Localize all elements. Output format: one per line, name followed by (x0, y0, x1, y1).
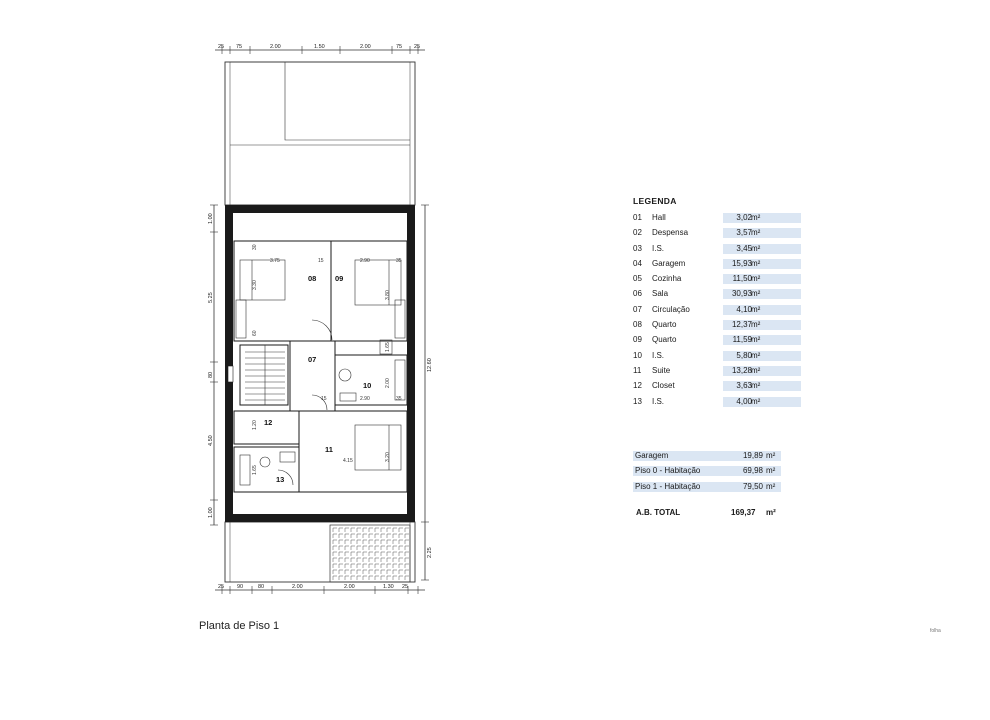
legend-num: 05 (633, 274, 642, 284)
dim-bottom-2: 80 (258, 584, 265, 590)
legend-name: I.S. (652, 243, 665, 253)
summary-area: 69,98 (742, 466, 763, 476)
dim-left-4: 1.00 (208, 507, 214, 518)
legend-name: Garagem (652, 258, 686, 268)
dim-bottom-5: 1.30 (383, 584, 394, 590)
legend-num: 10 (633, 350, 642, 360)
summary-unit: m² (766, 451, 776, 460)
room-label-11: 11 (325, 445, 333, 454)
dim-bottom-4: 2.00 (344, 584, 355, 590)
legend-unit: m² (751, 365, 761, 375)
interior-dim: 4.15 (343, 458, 353, 464)
interior-dim: 35 (396, 396, 402, 402)
summary-unit: m² (766, 481, 776, 491)
legend-area: 5,80 (736, 350, 752, 360)
legend-unit: m² (751, 243, 761, 253)
legend-area: 3,63 (736, 381, 752, 391)
dim-bottom-0: 25 (218, 584, 225, 590)
legend-unit: m² (751, 350, 761, 360)
interior-dim: 3.80 (385, 290, 391, 300)
legend-unit: m² (751, 396, 761, 406)
legend-row (633, 319, 783, 331)
legend-area: 4,10 (736, 304, 752, 314)
interior-dim: 2.00 (385, 378, 391, 388)
area-summary (633, 450, 783, 496)
legend-num: 01 (633, 213, 642, 222)
legend-band (723, 244, 801, 254)
page-mark: folha (930, 628, 941, 634)
legend-num: 08 (633, 320, 642, 330)
legend-area: 11,59 (732, 335, 752, 345)
interior-walls (234, 241, 407, 492)
interior-dim: 30 (252, 244, 258, 250)
legend-unit: m² (751, 289, 761, 299)
legend-name: Quarto (652, 320, 677, 330)
legend-area: 3,02 (736, 213, 752, 222)
total-label: A.B. TOTAL (636, 508, 681, 517)
total-value: 169,37 (731, 508, 756, 517)
legend-num: 13 (633, 396, 642, 406)
legend-unit: m² (751, 258, 761, 268)
interior-dim: 3.75 (270, 258, 280, 264)
legend-unit: m² (751, 274, 761, 284)
legend-row (633, 212, 783, 224)
summary-name: Piso 0 - Habitação (635, 466, 701, 476)
dim-left-1: 5.25 (208, 292, 214, 303)
dim-top-0: 25 (218, 44, 225, 50)
dim-top-3: 1.50 (314, 44, 325, 50)
legend-row (633, 396, 783, 408)
legend-name: I.S. (652, 396, 665, 406)
legend-unit: m² (751, 335, 761, 345)
legend-area: 12,37 (731, 320, 752, 330)
legend-name: Quarto (652, 335, 677, 345)
legend-area: 30,93 (731, 289, 752, 299)
dim-top-1: 75 (236, 44, 243, 50)
summary-unit: m² (766, 466, 776, 476)
summary-name: Piso 1 - Habitação (635, 481, 701, 491)
room-label-07: 07 (308, 355, 317, 364)
legend-row (633, 365, 783, 377)
legend-unit: m² (751, 320, 761, 330)
dim-top-5: 75 (396, 44, 403, 50)
legend-area: 3,45 (736, 243, 752, 253)
legend-num: 03 (633, 243, 642, 253)
dim-bottom-6: 25 (402, 584, 409, 590)
summary-name: Garagem (635, 451, 669, 460)
dim-left-2: 80 (208, 371, 214, 378)
legend-unit: m² (751, 304, 761, 314)
summary-area: 79,50 (742, 481, 763, 491)
legend-band (723, 397, 801, 407)
total-unit: m² (766, 508, 776, 517)
legend-num: 06 (633, 289, 642, 299)
legend-area: 3,57 (736, 228, 752, 238)
legend-name: Cozinha (652, 274, 682, 284)
furniture (236, 260, 405, 485)
interior-dim: 2.90 (360, 396, 370, 402)
interior-dim: 60 (252, 330, 258, 336)
legend-name: Circulação (652, 304, 690, 314)
interior-dim: 3.30 (252, 280, 258, 290)
legend-row (633, 334, 783, 346)
legend-band (723, 228, 801, 238)
legend-row (633, 258, 783, 270)
legend-band (723, 351, 801, 361)
legend-name: Suite (652, 365, 671, 375)
interior-dim: 2.90 (360, 258, 370, 264)
legend-row (633, 350, 783, 362)
summary-area: 19,89 (742, 451, 763, 460)
dim-top-2: 2.00 (270, 44, 281, 50)
dim-bottom-3: 2.00 (292, 584, 303, 590)
legend-row (633, 288, 783, 300)
legend-band (723, 305, 801, 315)
legend-num: 07 (633, 304, 642, 314)
dim-top-6: 25 (414, 44, 421, 50)
legend-row (633, 273, 783, 285)
summary-row (633, 481, 783, 493)
legend-num: 09 (633, 335, 642, 345)
plan-title: Planta de Piso 1 (199, 620, 280, 632)
interior-dim: 35 (396, 258, 402, 264)
legend-area: 15,93 (731, 258, 752, 268)
legend-num: 04 (633, 258, 642, 268)
legend (633, 196, 783, 411)
interior-dim: 15 (318, 258, 324, 264)
legend-row (633, 304, 783, 316)
legend-band (723, 213, 801, 223)
interior-dim: 15 (321, 396, 327, 402)
dim-left-0: 1.00 (208, 213, 214, 224)
staircase (228, 345, 285, 405)
room-label-08: 08 (308, 274, 317, 283)
legend-area: 4,00 (736, 396, 752, 406)
legend-row (633, 227, 783, 239)
summary-row (633, 450, 783, 462)
legend-row (633, 243, 783, 255)
legend-area: 13,28 (731, 365, 752, 375)
legend-unit: m² (751, 381, 761, 391)
deck-hatch (330, 525, 410, 582)
legend-name: Closet (652, 381, 675, 391)
legend-title: LEGENDA (633, 196, 677, 206)
legend-name: Hall (652, 213, 666, 222)
legend-num: 12 (633, 381, 642, 391)
front-yard (225, 62, 415, 205)
legend-name: Despensa (652, 228, 689, 238)
legend-unit: m² (751, 228, 761, 238)
legend-num: 02 (633, 228, 642, 238)
legend-name: I.S. (652, 350, 665, 360)
legend-num: 11 (633, 365, 642, 375)
dim-left-3: 4.50 (208, 435, 214, 446)
room-label-13: 13 (276, 475, 285, 484)
room-label-10: 10 (363, 381, 372, 390)
rear-yard (225, 522, 415, 582)
legend-band (723, 381, 801, 391)
interior-dim: 1.20 (252, 420, 258, 430)
dim-top-4: 2.00 (360, 44, 371, 50)
legend-area: 11,50 (732, 274, 752, 284)
dim-right-0: 12.60 (427, 358, 433, 372)
interior-dim: 1.65 (385, 342, 391, 352)
room-label-09: 09 (335, 274, 344, 283)
legend-row (633, 380, 783, 392)
legend-name: Sala (652, 289, 669, 299)
interior-dim: 1.65 (252, 465, 258, 475)
interior-dim: 3.20 (385, 452, 391, 462)
dim-bottom-1: 90 (237, 584, 244, 590)
room-label-12: 12 (264, 418, 273, 427)
summary-row (633, 465, 783, 477)
dim-right-1: 2.25 (427, 547, 433, 558)
legend-unit: m² (751, 213, 761, 222)
